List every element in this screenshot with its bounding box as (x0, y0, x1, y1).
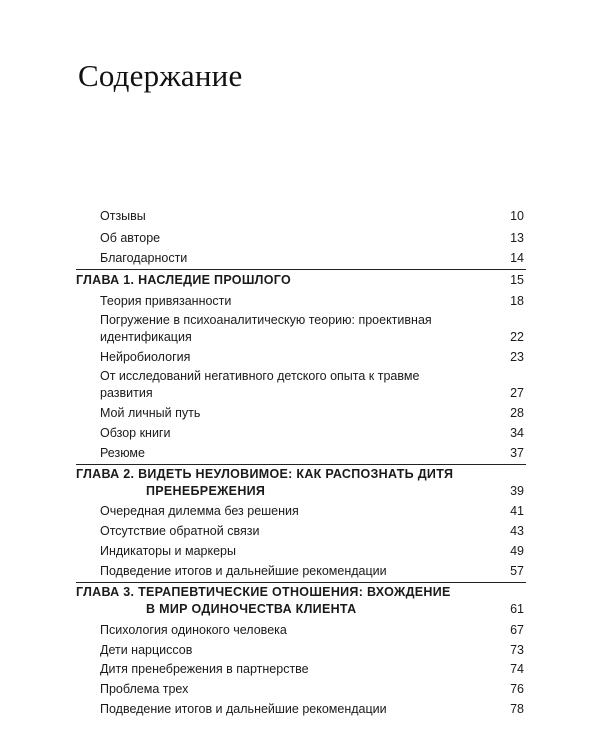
toc-page-number: 43 (510, 524, 524, 538)
toc-chapter-2: ГЛАВА 2. ВИДЕТЬ НЕУЛОВИМОЕ: КАК РАСПОЗНАТЬ ДИТЯ (76, 467, 454, 481)
toc-entry: Дети нарциссов (100, 643, 193, 657)
toc-page-number: 67 (510, 623, 524, 637)
toc-entry: Подведение итогов и дальнейшие рекомендации (100, 564, 387, 578)
toc-entry: Обзор книги (100, 426, 171, 440)
toc-page-number: 39 (510, 484, 524, 498)
toc-entry: От исследований негативного детского опыта к травме (100, 369, 420, 383)
toc-entry: Психология одинокого человека (100, 623, 287, 637)
toc-chapter-1: ГЛАВА 1. НАСЛЕДИЕ ПРОШЛОГО (76, 273, 292, 287)
toc-chapter-continuation: ПРЕНЕБРЕЖЕНИЯ (146, 484, 266, 498)
toc-page-number: 61 (510, 602, 524, 616)
toc-entry: Подведение итогов и дальнейшие рекомендации (100, 702, 387, 716)
toc-page-number: 41 (510, 504, 524, 518)
toc-page-number: 10 (510, 209, 524, 223)
toc-page-number: 78 (510, 702, 524, 716)
toc-page-number: 57 (510, 564, 524, 578)
toc-page-number: 15 (510, 273, 524, 287)
toc-entry: Индикаторы и маркеры (100, 544, 236, 558)
toc-page-number: 37 (510, 446, 524, 460)
toc-page-number: 73 (510, 643, 524, 657)
chapter-divider (76, 582, 526, 583)
toc-chapter-continuation: В МИР ОДИНОЧЕСТВА КЛИЕНТА (146, 602, 357, 616)
toc-entry: Очередная дилемма без решения (100, 504, 299, 518)
chapter-divider (76, 269, 526, 270)
toc-entry-continuation: развития (100, 386, 153, 400)
toc-chapter-3: ГЛАВА 3. ТЕРАПЕВТИЧЕСКИЕ ОТНОШЕНИЯ: ВХОЖДЕНИЕ (76, 585, 451, 599)
toc-page-number: 28 (510, 406, 524, 420)
toc-page-number: 27 (510, 386, 524, 400)
toc-page-number: 34 (510, 426, 524, 440)
toc-entry: Отсутствие обратной связи (100, 524, 260, 538)
toc-entry-continuation: идентификация (100, 330, 192, 344)
toc-page-number: 23 (510, 350, 524, 364)
toc-page-number: 13 (510, 231, 524, 245)
toc-entry: Резюме (100, 446, 145, 460)
toc-page-number: 74 (510, 662, 524, 676)
toc-entry: Дитя пренебрежения в партнерстве (100, 662, 309, 676)
toc-page-number: 76 (510, 682, 524, 696)
toc-entry: Мой личный путь (100, 406, 201, 420)
toc-page-number: 18 (510, 294, 524, 308)
toc-entry: Проблема трех (100, 682, 189, 696)
toc-entry: Нейробиология (100, 350, 191, 364)
toc-entry-about-author: Об авторе (100, 231, 161, 245)
toc-entry: Погружение в психоаналитическую теорию: проективная (100, 313, 432, 327)
toc-page-number: 14 (510, 251, 524, 265)
toc-page-number: 49 (510, 544, 524, 558)
toc-entry-reviews: Отзывы (100, 209, 146, 223)
chapter-divider (76, 464, 526, 465)
toc-entry-acknowledgements: Благодарности (100, 251, 188, 265)
toc-entry: Теория привязанности (100, 294, 232, 308)
toc-page-number: 22 (510, 330, 524, 344)
page-title: Содержание (78, 58, 243, 93)
